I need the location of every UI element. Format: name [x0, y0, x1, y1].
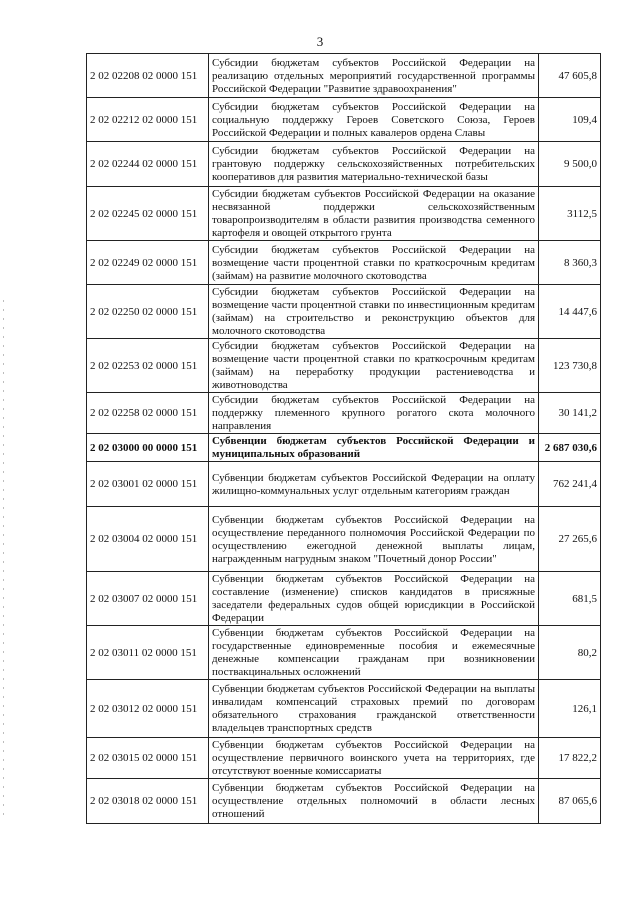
- budget-code-cell: 2 02 02258 02 0000 151: [87, 393, 209, 434]
- amount-cell: 30 141,2: [539, 393, 601, 434]
- budget-code-cell: 2 02 02249 02 0000 151: [87, 241, 209, 285]
- table-row: [87, 507, 601, 572]
- description-cell: Субсидии бюджетам субъектов Российской Федерации на оказание несвязанной поддержки сельскохозяйственным товаропроизводителям в области развития производства семенного картофеля и овощей открытого грунта: [209, 187, 539, 241]
- table-row: [87, 187, 601, 241]
- table-row: [87, 626, 601, 680]
- description-cell: Субсидии бюджетам субъектов Российской Федерации на грантовую поддержку сельскохозяйственных потребительских кооперативов для развития материально-технической базы: [209, 142, 539, 187]
- amount-cell: 762 241,4: [539, 462, 601, 507]
- description-cell: Субвенции бюджетам субъектов Российской Федерации на государственные единовременные пособия и ежемесячные денежные компенсации гражданам при возникновении поствакцинальных осложнений: [209, 626, 539, 680]
- amount-cell: 123 730,8: [539, 339, 601, 393]
- budget-code-cell: 2 02 02244 02 0000 151: [87, 142, 209, 187]
- budget-code-cell: 2 02 02253 02 0000 151: [87, 339, 209, 393]
- budget-code-cell: 2 02 03011 02 0000 151: [87, 626, 209, 680]
- table-row: [87, 738, 601, 779]
- budget-code-cell: 2 02 02212 02 0000 151: [87, 98, 209, 142]
- description-cell: Субвенции бюджетам субъектов Российской Федерации на осуществление отдельных полномочий в области лесных отношений: [209, 779, 539, 824]
- amount-cell: 80,2: [539, 626, 601, 680]
- budget-code-cell: 2 02 03018 02 0000 151: [87, 779, 209, 824]
- table-row: [87, 98, 601, 142]
- amount-cell: 9 500,0: [539, 142, 601, 187]
- amount-cell: 2 687 030,6: [539, 434, 601, 462]
- table-row: [87, 241, 601, 285]
- table-row: [87, 54, 601, 98]
- budget-code-cell: 2 02 02250 02 0000 151: [87, 285, 209, 339]
- amount-cell: 14 447,6: [539, 285, 601, 339]
- budget-code-cell: 2 02 03004 02 0000 151: [87, 507, 209, 572]
- page-number: 3: [316, 34, 324, 49]
- amount-cell: 8 360,3: [539, 241, 601, 285]
- scan-edge-artifact: [3, 300, 4, 820]
- table-row: [87, 339, 601, 393]
- description-cell: Субвенции бюджетам субъектов Российской Федерации на выплаты инвалидам компенсаций страховых премий по договорам обязательного страхования гражданской ответственности владельцев транспортных средств: [209, 680, 539, 738]
- description-cell: Субвенции бюджетам субъектов Российской Федерации на составление (изменение) списков кандидатов в присяжные заседатели федеральных судов общей юрисдикции в Российской Федерации: [209, 572, 539, 626]
- table-row: [87, 142, 601, 187]
- table-row: [87, 462, 601, 507]
- budget-code-cell: 2 02 03001 02 0000 151: [87, 462, 209, 507]
- budget-code-cell: 2 02 03007 02 0000 151: [87, 572, 209, 626]
- description-cell: Субвенции бюджетам субъектов Российской Федерации на оплату жилищно-коммунальных услуг отдельным категориям граждан: [209, 462, 539, 507]
- budget-code-cell: 2 02 03000 00 0000 151: [87, 434, 209, 462]
- table-row: [87, 434, 601, 462]
- amount-cell: 47 605,8: [539, 54, 601, 98]
- table-row: [87, 572, 601, 626]
- description-cell: Субвенции бюджетам субъектов Российской Федерации на осуществление первичного воинского учета на территориях, где отсутствуют военные комиссариаты: [209, 738, 539, 779]
- table-row: [87, 680, 601, 738]
- budget-code-cell: 2 02 02208 02 0000 151: [87, 54, 209, 98]
- budget-revenue-table: [86, 53, 601, 824]
- amount-cell: 17 822,2: [539, 738, 601, 779]
- amount-cell: 87 065,6: [539, 779, 601, 824]
- description-cell: Субсидии бюджетам субъектов Российской Федерации на социальную поддержку Героев Советского Союза, Героев Российской Федерации и полных кавалеров ордена Славы: [209, 98, 539, 142]
- budget-code-cell: 2 02 02245 02 0000 151: [87, 187, 209, 241]
- amount-cell: 3112,5: [539, 187, 601, 241]
- description-cell: Субсидии бюджетам субъектов Российской Федерации на поддержку племенного крупного рогатого скота молочного направления: [209, 393, 539, 434]
- budget-table-body: [87, 54, 601, 824]
- table-row: [87, 393, 601, 434]
- amount-cell: 109,4: [539, 98, 601, 142]
- description-cell: Субвенции бюджетам субъектов Российской Федерации и муниципальных образований: [209, 434, 539, 462]
- description-cell: Субсидии бюджетам субъектов Российской Федерации на реализацию отдельных мероприятий государственной программы Российской Федерации "Развитие здравоохранения": [209, 54, 539, 98]
- amount-cell: 681,5: [539, 572, 601, 626]
- budget-code-cell: 2 02 03012 02 0000 151: [87, 680, 209, 738]
- amount-cell: 126,1: [539, 680, 601, 738]
- description-cell: Субсидии бюджетам субъектов Российской Федерации на возмещение части процентной ставки по краткосрочным кредитам (займам) на переработку продукции растениеводства и животноводства: [209, 339, 539, 393]
- table-row: [87, 779, 601, 824]
- description-cell: Субсидии бюджетам субъектов Российской Федерации на возмещение части процентной ставки по краткосрочным кредитам (займам) на развитие молочного скотоводства: [209, 241, 539, 285]
- amount-cell: 27 265,6: [539, 507, 601, 572]
- description-cell: Субсидии бюджетам субъектов Российской Федерации на возмещение части процентной ставки по инвестиционным кредитам (займам) на строительство и реконструкцию объектов для молочного скотоводства: [209, 285, 539, 339]
- budget-code-cell: 2 02 03015 02 0000 151: [87, 738, 209, 779]
- description-cell: Субвенции бюджетам субъектов Российской Федерации на осуществление переданного полномочия Российской Федерации по осуществлению ежегодной денежной выплаты лицам, награжденным нагрудным знаком "Почетный донор России": [209, 507, 539, 572]
- table-row: [87, 285, 601, 339]
